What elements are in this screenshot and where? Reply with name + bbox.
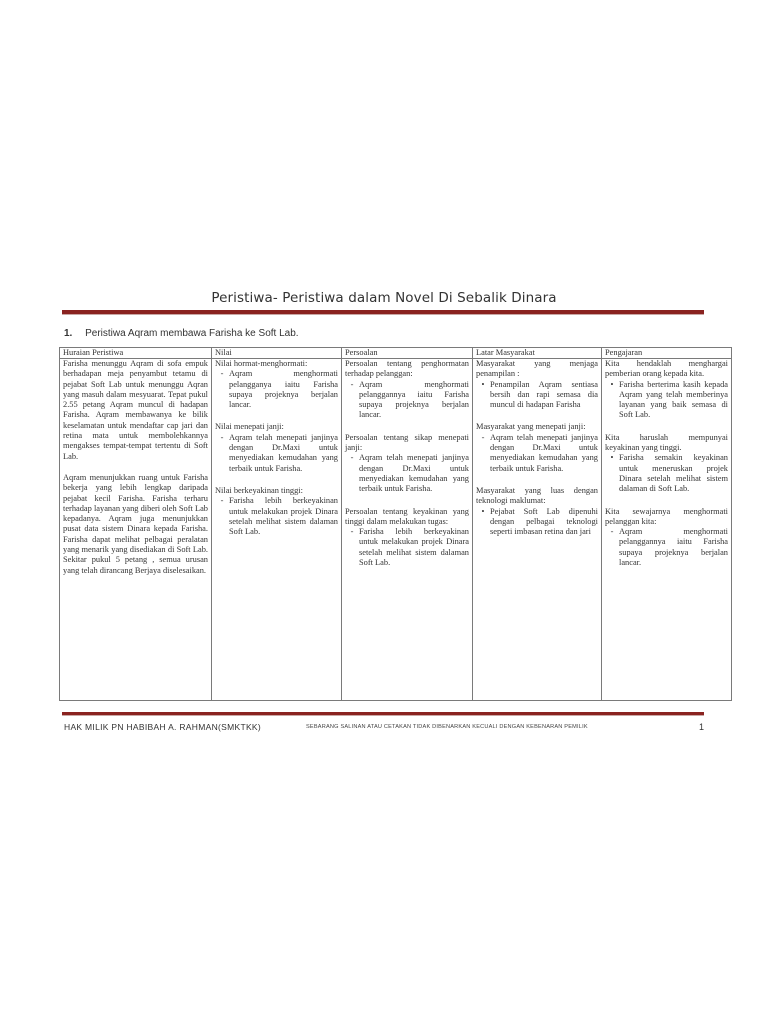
bullet-text: Aqram telah menepati janjinya dengan Dr.Maxi untuk menyediakan kemudahan yang terbaik untuk Farisha. — [359, 453, 469, 494]
nilai-block — [215, 422, 338, 473]
latar-bullet — [476, 507, 598, 538]
pengajaran-bullet — [605, 380, 728, 421]
latar-heading: Masyarakat yang menepati janji: — [476, 422, 586, 432]
pengajaran-heading: Kita hendaklah menghargai pemberian orang kepada kita. — [605, 359, 728, 379]
nilai-bullet — [215, 433, 338, 474]
cell-huraian — [60, 359, 212, 701]
bullet-marker: - — [350, 453, 354, 463]
bullet-marker: - — [220, 496, 224, 506]
bullet-marker: - — [220, 369, 224, 379]
table-row — [60, 359, 732, 701]
events-table — [59, 347, 732, 701]
bullet-marker: - — [610, 527, 614, 537]
latar-bullet — [476, 380, 598, 411]
bullet-text: Aqram telah menepati janjinya dengan Dr.Maxi untuk menyediakan kemudahan yang terbaik untuk Farisha. — [490, 432, 598, 473]
bullet-text: Farisha semakin keyakinan untuk meneruskan projek Dinara setelah melihat sistem dalaman di Soft Lab. — [619, 453, 728, 494]
bullet-text: Aqram menghormati pelangganya iaitu Farisha supaya projeknya berjalan lancar. — [229, 369, 338, 410]
document-title: Peristiwa- Peristiwa dalam Novel Di Sebalik Dinara — [211, 290, 557, 306]
pengajaran-heading: Kita haruslah mempunyai keyakinan yang tinggi. — [605, 432, 728, 453]
bullet-marker: • — [481, 506, 485, 516]
persoalan-block — [345, 507, 469, 569]
persoalan-heading: Persoalan tentang sikap menepati janji: — [345, 432, 469, 453]
header-persoalan: Persoalan — [342, 348, 473, 359]
bullet-marker: - — [350, 527, 354, 537]
cell-persoalan — [342, 359, 473, 701]
cell-latar — [473, 359, 602, 701]
pengajaran-block — [605, 359, 728, 421]
latar-heading: Masyarakat yang menjaga penampilan : — [476, 359, 598, 379]
bullet-text: Aqram telah menepati janjinya dengan Dr.Maxi untuk menyediakan kemudahan yang terbaik untuk Farisha. — [229, 432, 338, 473]
bullet-marker: • — [481, 379, 485, 389]
header-huraian: Huraian Peristiwa — [60, 348, 212, 359]
section-title: Peristiwa Aqram membawa Farisha ke Soft Lab. — [85, 328, 299, 339]
latar-heading: Masyarakat yang luas dengan teknologi maklumat: — [476, 485, 598, 506]
bullet-marker: • — [610, 453, 614, 463]
header-rule — [62, 310, 704, 315]
pengajaran-block — [605, 507, 728, 569]
pengajaran-bullet — [605, 453, 728, 494]
bullet-marker: • — [610, 379, 614, 389]
nilai-bullet — [215, 496, 338, 537]
header-nilai: Nilai — [212, 348, 342, 359]
persoalan-block — [345, 359, 469, 421]
persoalan-block — [345, 433, 469, 495]
cell-pengajaran — [602, 359, 732, 701]
nilai-bullet — [215, 369, 338, 410]
footer-notice: SEBARANG SALINAN ATAU CETAKAN TIDAK DIBENARKAN KECUALI DENGAN KEBENARAN PEMILIK — [306, 724, 588, 730]
pengajaran-heading: Kita sewajarnya menghormati pelanggan kita: — [605, 506, 728, 526]
bullet-text: Farisha berterima kasih kepada Aqram yang telah memberinya layanan yang baik semasa di Soft Lab. — [619, 379, 728, 420]
persoalan-bullet — [345, 453, 469, 494]
persoalan-bullet — [345, 527, 469, 568]
nilai-block — [215, 359, 338, 410]
huraian-paragraph: Farisha menunggu Aqram di sofa empuk berhadapan meja penyambut tetamu di pejabat Soft Lab untuk menunggu Aqran yang masuh dalam mesyuarat. Tepat pukul 2.55 petang Aqram muncul di hadapan Farisha. Aqram membawanya ke bilik keselamatan untuk mendaftar cap jari dan retina mata untuk membolehkannya mengakses tempat-tempat tertentu di Soft Lab. — [63, 359, 208, 461]
bullet-text: Penampilan Aqram sentiasa bersih dan rapi semasa dia muncul di hadapan Farisha — [490, 379, 598, 410]
footer-rule — [62, 712, 704, 716]
bullet-text: Farisha lebih berkeyakinan untuk melakukan projek Dinara setelah melihat sistem dalaman Soft Lab. — [229, 496, 338, 537]
bullet-text: Aqram menghormati pelanggannya iaitu Farisha supaya projeknya berjalan lancar. — [619, 527, 728, 568]
nilai-heading: Nilai hormat-menghormati: — [215, 359, 308, 368]
cell-nilai — [212, 359, 342, 701]
persoalan-bullet — [345, 380, 469, 421]
persoalan-heading: Persoalan tentang penghormatan terhadap pelanggan: — [345, 359, 469, 379]
nilai-heading: Nilai berkeyakinan tinggi: — [215, 485, 303, 495]
bullet-marker: - — [481, 432, 485, 442]
latar-block — [476, 359, 598, 410]
section-heading — [64, 328, 299, 339]
nilai-heading: Nilai menepati janji: — [215, 422, 284, 432]
bullet-text: Farisha lebih berkeyakinan untuk melakukan projek Dinara setelah melihat sistem dalaman Soft Lab. — [359, 527, 469, 568]
bullet-text: Aqram menghormati pelanggannya iaitu Farisha supaya projeknya berjalan lancar. — [359, 379, 469, 420]
page-number: 1 — [699, 722, 705, 732]
header-latar: Latar Masyarakat — [473, 348, 602, 359]
bullet-marker: - — [350, 379, 354, 389]
latar-block — [476, 486, 598, 537]
bullet-marker: - — [220, 432, 224, 442]
latar-bullet — [476, 433, 598, 474]
nilai-block — [215, 486, 338, 537]
persoalan-heading: Persoalan tentang keyakinan yang tinggi dalam melakukan tugas: — [345, 506, 469, 526]
pengajaran-bullet — [605, 527, 728, 568]
huraian-paragraph: Aqram menunjukkan ruang untuk Farisha bekerja yang lebih lengkap daripada pejabat kecil Farisha. Farisha terharu terhadap layanan yang diberi oleh Soft Lab kepadanya. Aqram juga menunjukkan pusat data sistem Dinara kepada Farisha. Farisha dapat melihat pelbagai peralatan yang menarik yang disediakan di Soft Lab. Sekitar pukul 5 petang , semua urusan yang telah dirancang Berjaya diselesaikan. — [63, 472, 208, 575]
pengajaran-block — [605, 433, 728, 495]
footer-owner: HAK MILIK PN HABIBAH A. RAHMAN(SMKTKK) — [64, 722, 262, 732]
header-pengajaran: Pengajaran — [602, 348, 732, 359]
section-number: 1. — [64, 328, 73, 339]
table-header-row — [60, 348, 732, 359]
bullet-text: Pejabat Soft Lab dipenuhi dengan pelbagai teknologi seperti imbasan retina dan jari — [490, 506, 598, 537]
latar-block — [476, 422, 598, 473]
